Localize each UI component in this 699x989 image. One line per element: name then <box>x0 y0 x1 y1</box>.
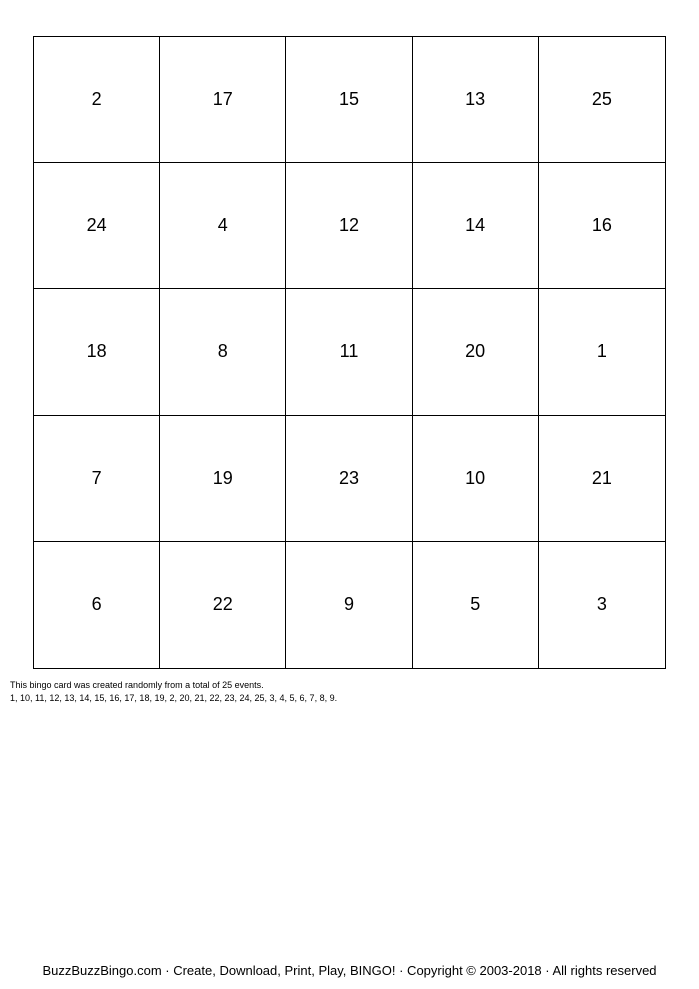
bingo-cell: 10 <box>413 416 539 542</box>
bingo-cell: 25 <box>539 37 665 163</box>
bingo-cell: 6 <box>34 542 160 668</box>
bingo-cell: 16 <box>539 163 665 289</box>
bingo-cell: 15 <box>286 37 412 163</box>
bingo-cell: 2 <box>34 37 160 163</box>
bingo-cell: 21 <box>539 416 665 542</box>
bingo-cell: 20 <box>413 289 539 415</box>
page-footer: BuzzBuzzBingo.com · Create, Download, Print, Play, BINGO! · Copyright © 2003-2018 · All rights reserved <box>42 963 657 978</box>
event-list-text: 1, 10, 11, 12, 13, 14, 15, 16, 17, 18, 19, 2, 20, 21, 22, 23, 24, 25, 3, 4, 5, 6, 7, 8, 9. <box>10 693 338 703</box>
bingo-cell: 3 <box>596 594 607 615</box>
bingo-cell: 19 <box>160 416 286 542</box>
bingo-cell: 4 <box>160 163 286 289</box>
bingo-cell: 12 <box>286 163 412 289</box>
bingo-cell: 17 <box>160 37 286 163</box>
bingo-cell: 1 <box>539 289 665 415</box>
bingo-cell: 24 <box>34 163 160 289</box>
bingo-cell: 5 <box>413 542 539 668</box>
bingo-cell: 14 <box>413 163 539 289</box>
bingo-cell: 7 <box>34 416 160 542</box>
bingo-cell: 11 <box>286 289 412 415</box>
bingo-cell: 22 <box>160 542 286 668</box>
bingo-cell: 23 <box>286 416 412 542</box>
bingo-cell: 18 <box>34 289 160 415</box>
card-info-text: This bingo card was created randomly from a total of 25 events. <box>10 680 264 690</box>
bingo-cell: 13 <box>413 37 539 163</box>
bingo-card <box>33 36 666 669</box>
bingo-cell: 8 <box>160 289 286 415</box>
bingo-cell: 9 <box>286 542 412 668</box>
